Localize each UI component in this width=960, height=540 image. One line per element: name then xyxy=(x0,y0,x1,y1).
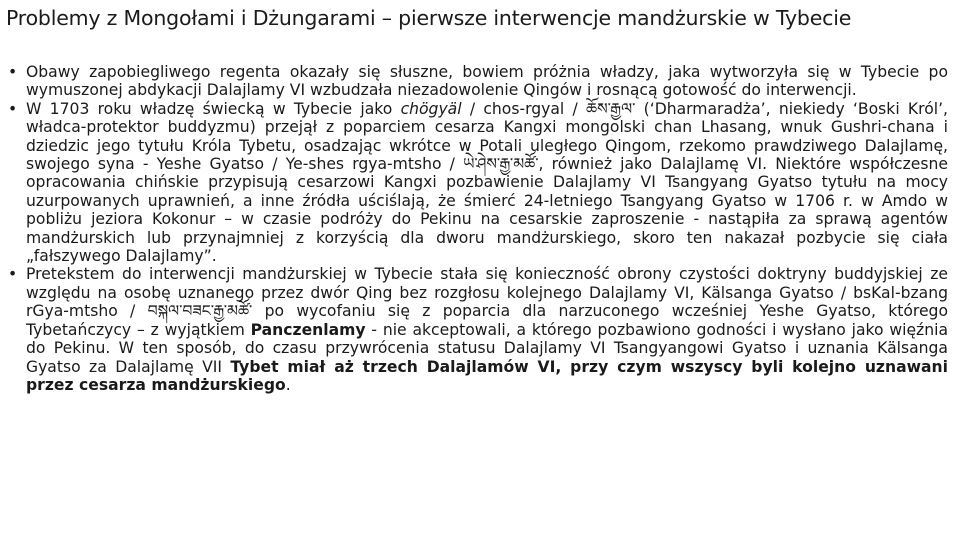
bullet-text-part: - nie akceptowali, a którego pozbawiono godności i wysłano jako więźnia do Pekinu. W ten sposób, do czasu przywrócenia statusu Dalajlamy VI Tsangyangowi Gyatso i uznania Kälsanga Gyatso za Dalajlamę VII xyxy=(26,320,948,376)
bullet-text-part: po wycofaniu się z poparcia dla narzuconego wcześniej Yeshe Gyatso, którego Tybetańczycy – z wyjątkiem xyxy=(26,302,948,339)
tibetan-script: ཡེ་ཤེས་རྒྱ་མཚོ་ xyxy=(463,155,539,174)
bullet-text-part: Pretekstem do interwencji mandżurskiej w Tybecie stała się konieczność obrony czystości doktryny buddyjskiej ze względu na osobę uznanego przez dwór Qing bez rozgłosu kolejnego Dalajlamy VI, Kälsanga Gyatso / bsKal-bzang rGya-mtsho / xyxy=(26,265,948,321)
bullet-item xyxy=(6,63,948,100)
bullet-list xyxy=(6,63,948,394)
italic-term: chögyäl xyxy=(400,99,462,118)
bullet-text-part: W 1703 roku władzę świecką w Tybecie jako xyxy=(26,99,401,118)
bullet-item xyxy=(6,100,948,266)
slide-title: Problemy z Mongołami i Dżungarami – pierwsze interwencje mandżurskie w Tybecie xyxy=(6,6,852,30)
bullet-text-part: . xyxy=(285,375,291,394)
bullet-item xyxy=(6,265,948,394)
bullet-text: Obawy zapobiegliwego regenta okazały się słuszne, bowiem próżnia władzy, jaka wytworzyła się w Tybecie po wymuszonej abdykacji Dalajlamy VI wzbudzała niezadowolenie Qingów i rosnącą gotowość do interwencji. xyxy=(26,63,948,100)
bold-term: Panczenlamy xyxy=(250,320,366,339)
tibetan-script: བསྐལ་བཟང་རྒྱ་མཚོ་ xyxy=(147,302,253,321)
bullet-text-part: , również jako Dalajlamę VI. Niektóre współczesne opracowania chińskie przypisują cesarzowi Kangxi pozbawienie Dalajlamy VI Tsangyang Gyatso tytułu na mocy uzurpowanych uprawnień, a inne źródła uściślają, że śmierć 24-letniego Tsangyang Gyatso w 1706 r. w Amdo w pobliżu jeziora Kokonur – w czasie podróży do Pekinu na cesarskie zaproszenie - nastąpiła za sprawą agentów mandżurskich lub przynajmniej z korzyścią dla dworu mandżurskiego, skoro ten nakazał pozbycie się ciała „fałszywego Dalajlamy”. xyxy=(26,155,948,266)
bullet-text-part: (‘Dharmaradża’, niekiedy ‘Boski Król’, władca-protektor buddyzmu) przejął z poparciem cesarza Kangxi mongolski chan Lhasang, wnuk Gushri-chana i dziedzic jego tytułu Króla Tybetu, osadzając wkrótce w Potali uległego Qingom, rzekomo prawdziwego Dalajlamę, swojego syna - Yeshe Gyatso / Ye-shes rgya-mtsho / xyxy=(26,99,948,174)
bullet-text-part: / chos-rgyal / xyxy=(461,99,587,118)
bold-statement: Tybet miał aż trzech Dalajlamów VI, przy czym wszyscy byli kolejno uznawani przez cesarza mandżurskiego xyxy=(26,357,948,394)
tibetan-script: ཆོས་རྒྱལ་ xyxy=(586,99,636,118)
